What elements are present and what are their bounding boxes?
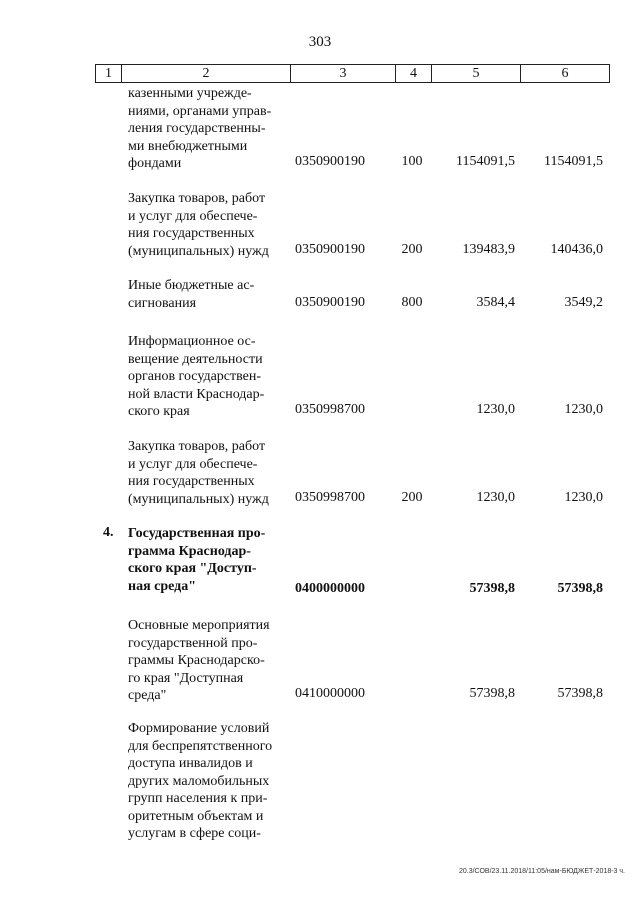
row-name: Информационное ос- вещение деятельности органов государствен- ной власти Краснодар- ского края bbox=[128, 334, 265, 419]
row-expense-type: 200 bbox=[401, 490, 423, 505]
row-value-col5: 57398,8 bbox=[469, 581, 515, 596]
row-name: Закупка товаров, работ и услуг для обеспече- ния государственных (муниципальных) нужд bbox=[128, 439, 269, 507]
row-code: 0350900190 bbox=[295, 295, 365, 310]
row-value-col6: 140436,0 bbox=[550, 242, 603, 257]
row-value-col5: 1230,0 bbox=[476, 490, 515, 505]
row-expense-type: 100 bbox=[401, 154, 423, 169]
column-header-row bbox=[95, 64, 610, 83]
row-value-col6: 1230,0 bbox=[564, 490, 603, 505]
row-value-col6: 1154091,5 bbox=[544, 154, 603, 169]
row-code: 0350900190 bbox=[295, 154, 365, 169]
section-number: 4. bbox=[103, 525, 114, 540]
row-name: Иные бюджетные ас- сигнования bbox=[128, 278, 255, 311]
row-code: 0400000000 bbox=[295, 581, 365, 596]
row-value-col6: 57398,8 bbox=[557, 686, 603, 701]
row-code: 0350998700 bbox=[295, 402, 365, 417]
column-header-1: 1 bbox=[96, 65, 122, 83]
row-code: 0350998700 bbox=[295, 490, 365, 505]
row-code: 0410000000 bbox=[295, 686, 365, 701]
row-name: Закупка товаров, работ и услуг для обеспече- ния государственных (муниципальных) нужд bbox=[128, 191, 269, 259]
row-name: Основные мероприятия государственной про- граммы Краснодарско- го края "Доступная среда" bbox=[128, 618, 270, 703]
row-value-col5: 1154091,5 bbox=[456, 154, 515, 169]
row-value-col6: 57398,8 bbox=[557, 581, 603, 596]
row-name: Формирование условий для беспрепятственного доступа инвалидов и других маломобильных групп населения к при- оритетным объектам и услугам в сфере соци- bbox=[128, 721, 273, 841]
row-value-col5: 3584,4 bbox=[476, 295, 515, 310]
row-value-col5: 1230,0 bbox=[476, 402, 515, 417]
row-expense-type: 800 bbox=[401, 295, 423, 310]
row-expense-type: 200 bbox=[401, 242, 423, 257]
column-header-3: 3 bbox=[291, 65, 396, 83]
column-header-2: 2 bbox=[122, 65, 291, 83]
row-name: Государственная про- грамма Краснодар- ского края "Доступ- ная среда" bbox=[128, 526, 266, 594]
column-header-5: 5 bbox=[432, 65, 521, 83]
column-header-4: 4 bbox=[396, 65, 432, 83]
row-code: 0350900190 bbox=[295, 242, 365, 257]
row-name: казенными учрежде- ниями, органами управ- ления государственны- ми внебюджетными фондами bbox=[128, 86, 272, 171]
row-value-col6: 1230,0 bbox=[564, 402, 603, 417]
column-header-6: 6 bbox=[521, 65, 610, 83]
row-value-col5: 139483,9 bbox=[462, 242, 515, 257]
page-number: 303 bbox=[308, 34, 332, 50]
row-value-col6: 3549,2 bbox=[564, 295, 603, 310]
row-value-col5: 57398,8 bbox=[469, 686, 515, 701]
document-footer: 20.3/СОВ/23.11.2018/11:05/нам-БЮДЖЕТ-2018-3 ч. bbox=[458, 868, 625, 875]
